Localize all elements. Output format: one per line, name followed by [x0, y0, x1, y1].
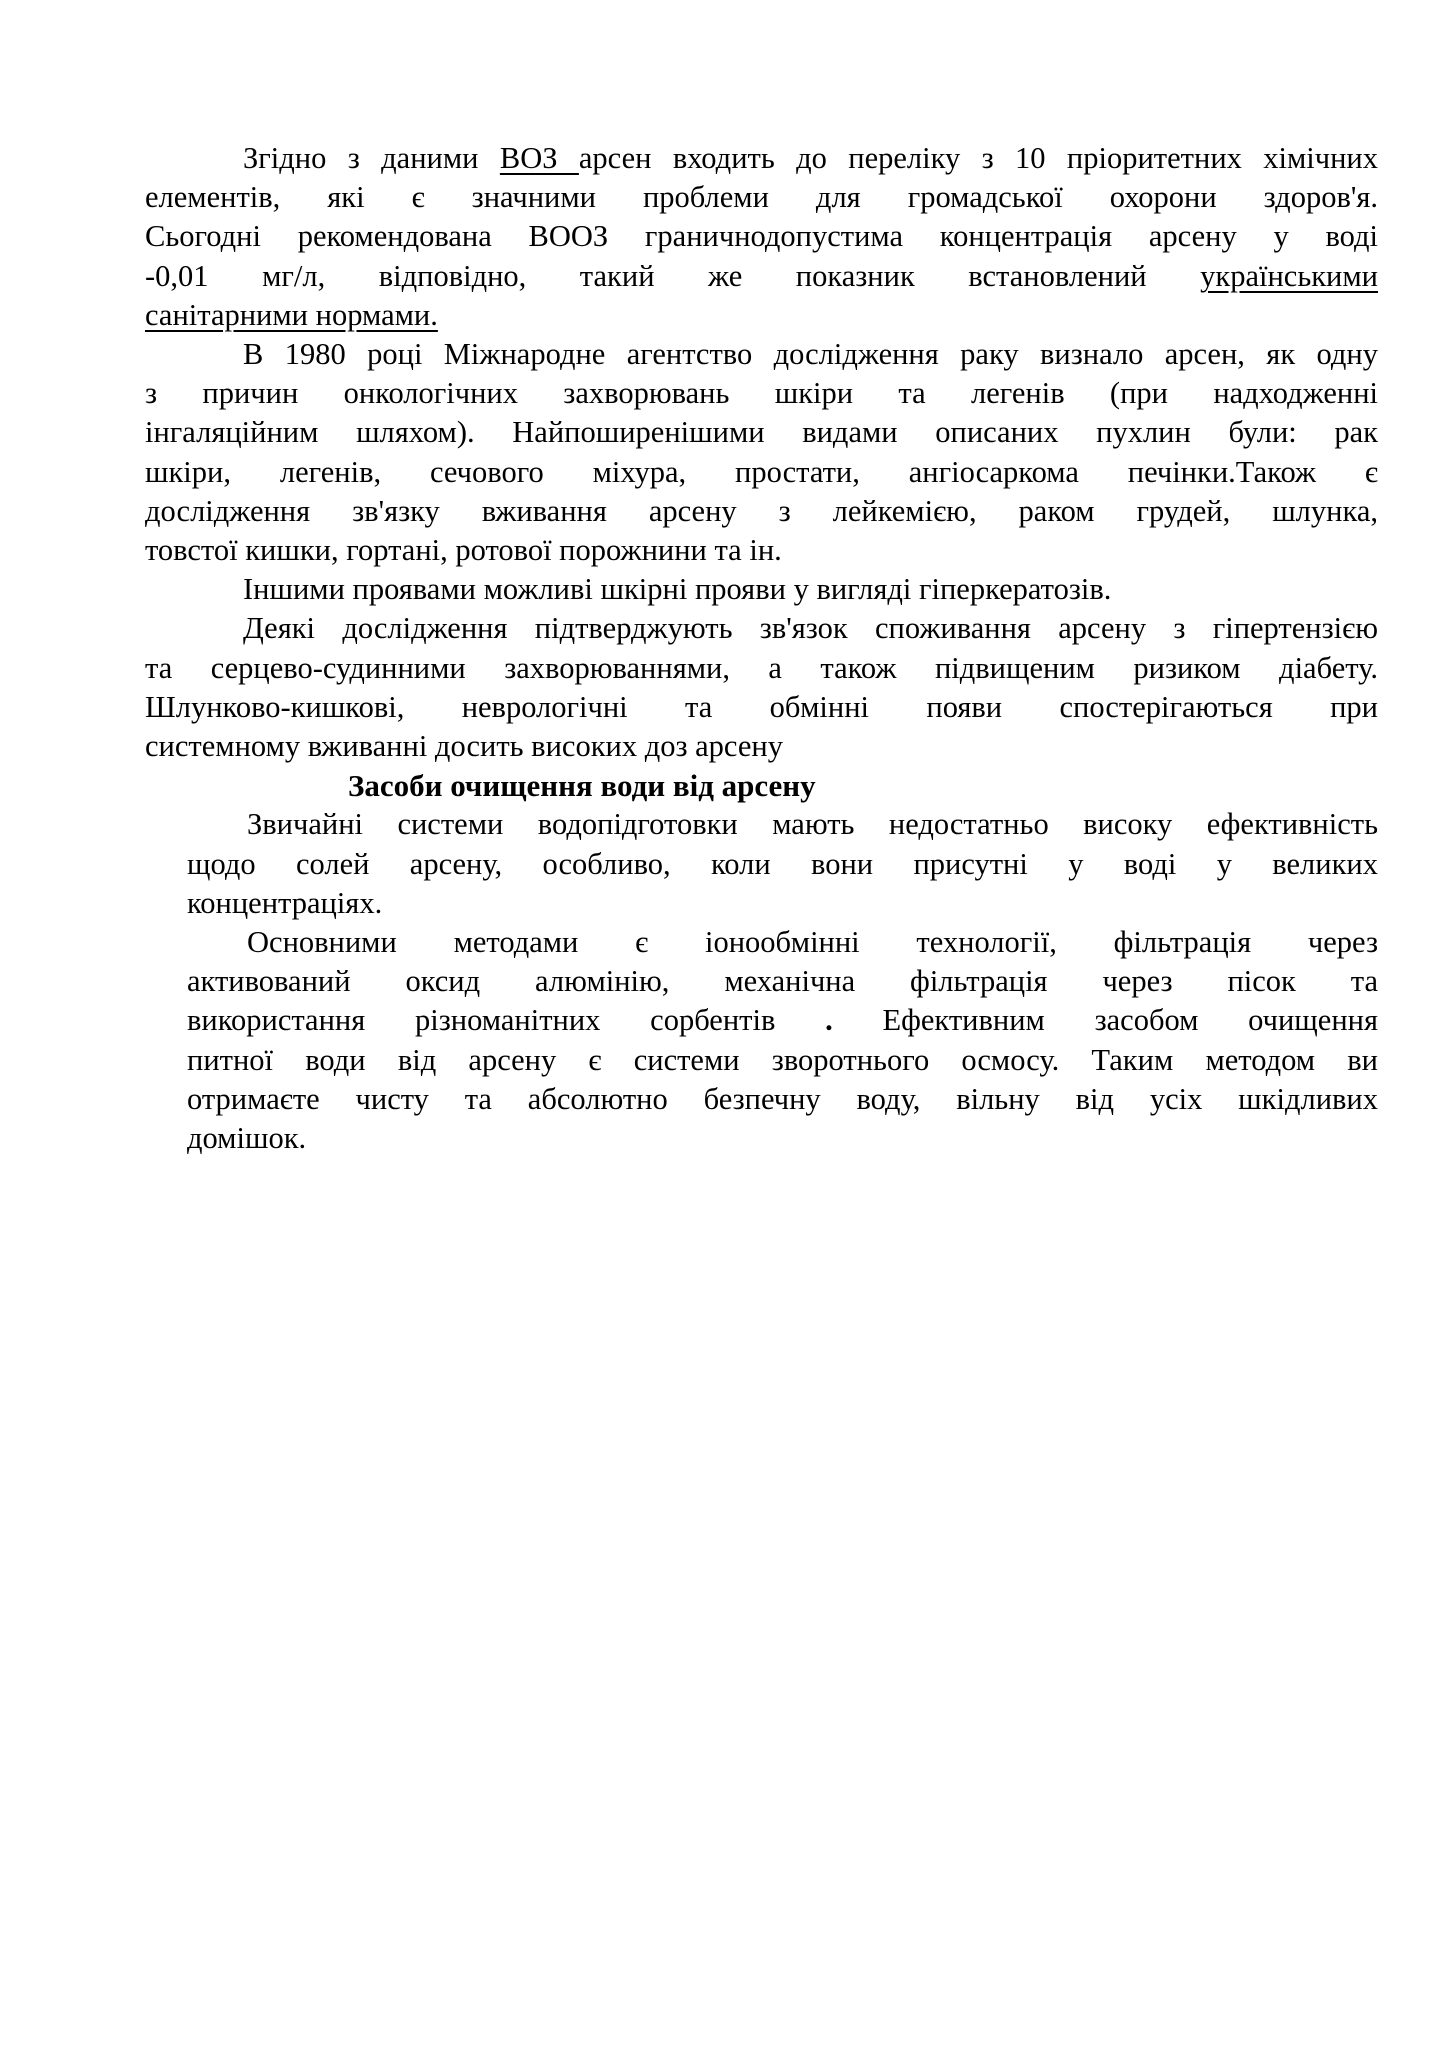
text-line [145, 335, 1378, 374]
text-line [145, 257, 1378, 296]
text-run: дослідження зв'язку вживання арсену з лейкемією, раком грудей, шлунка, [145, 493, 1378, 528]
text-run: Основними методами є іонообмінні технології, фільтрація через [247, 925, 1378, 960]
text-run: . [825, 1003, 833, 1038]
text-line [187, 1041, 1378, 1080]
document-body [145, 139, 1378, 1158]
text-line [187, 884, 1378, 923]
text-line [187, 805, 1378, 844]
text-line [145, 727, 1378, 766]
text-run: Сьогодні рекомендована ВООЗ граничнодопустима концентрація арсену у воді [145, 219, 1378, 254]
text-line [145, 649, 1378, 688]
text-line [145, 139, 1378, 178]
text-run: Згідно з даними [243, 141, 500, 175]
paragraph-conventional-systems [187, 805, 1378, 923]
text-run: та серцево-судинними захворюваннями, а також підвищеним ризиком діабету. [145, 650, 1378, 685]
text-line [187, 962, 1378, 1001]
text-run: активований оксид алюмінію, механічна фільтрація через пісок та [187, 964, 1378, 999]
text-line [145, 217, 1378, 256]
text-line [145, 688, 1378, 727]
text-run: арсен входить до переліку з 10 пріоритетних хімічних [578, 141, 1378, 175]
text-run: Іншими проявами можливі шкірні прояви у вигляді гіперкератозів. [243, 572, 1112, 607]
text-line [145, 453, 1378, 492]
underlined-text-run: українськими [1200, 258, 1378, 293]
text-line [145, 296, 1378, 335]
section-heading-water-purification [145, 766, 1378, 805]
text-line [145, 609, 1378, 648]
text-line [145, 492, 1378, 531]
text-line [187, 845, 1378, 884]
text-line [145, 374, 1378, 413]
text-run: системному вживанні досить високих доз арсену [145, 729, 783, 764]
paragraph-main-methods [187, 923, 1378, 1158]
text-line [145, 531, 1378, 570]
text-run: щодо солей арсену, особливо, коли вони присутні у воді у великих [187, 846, 1378, 881]
text-run: Шлунково-кишкові, неврологічні та обмінні появи спостерігаються при [145, 689, 1378, 724]
underlined-text-run: ВОЗ [499, 141, 579, 175]
text-run: шкіри, легенів, сечового міхура, простати, ангіосаркома печінки.Також є [145, 454, 1378, 489]
text-line [145, 570, 1378, 609]
text-run: Ефективним засобом очищення [832, 1003, 1378, 1038]
text-line [145, 178, 1378, 217]
paragraph-skin-signs [145, 570, 1378, 609]
text-run: концентраціях. [187, 885, 383, 920]
text-line [187, 1119, 1378, 1158]
text-line [187, 1001, 1378, 1040]
text-run: товстої кишки, гортані, ротової порожнини та ін. [145, 533, 782, 568]
text-run: елементів, які є значними проблеми для громадської охорони здоров'я. [145, 180, 1378, 215]
text-run: -0,01 мг/л, відповідно, такий же показник встановлений [145, 258, 1201, 293]
text-line [145, 413, 1378, 452]
text-line [187, 1080, 1378, 1119]
section-heading-text: Засоби очищення води від арсену [348, 768, 816, 804]
text-run: з причин онкологічних захворювань шкіри та легенів (при надходженні [145, 376, 1378, 411]
text-run: В 1980 році Міжнародне агентство дослідження раку визнало арсен, як одну [243, 337, 1378, 372]
paragraph-hypertension [145, 609, 1378, 766]
text-run: Звичайні системи водопідготовки мають недостатньо високу ефективність [247, 807, 1378, 842]
underlined-text-run: санітарними нормами. [145, 297, 438, 332]
paragraph-who-limits [145, 139, 1378, 335]
text-run: використання різноманітних сорбентів [187, 1003, 826, 1038]
text-run: домішок. [187, 1121, 307, 1156]
text-run: отримаєте чисту та абсолютно безпечну воду, вільну від усіх шкідливих [187, 1081, 1378, 1116]
text-run: інгаляційним шляхом). Найпоширенішими видами описаних пухлин були: рак [145, 415, 1378, 450]
text-run: Деякі дослідження підтверджують зв'язок споживання арсену з гіпертензією [243, 611, 1378, 646]
text-run: питної води від арсену є системи зворотнього осмосу. Таким методом ви [187, 1042, 1378, 1077]
paragraph-cancer-1980 [145, 335, 1378, 570]
text-line [187, 923, 1378, 962]
